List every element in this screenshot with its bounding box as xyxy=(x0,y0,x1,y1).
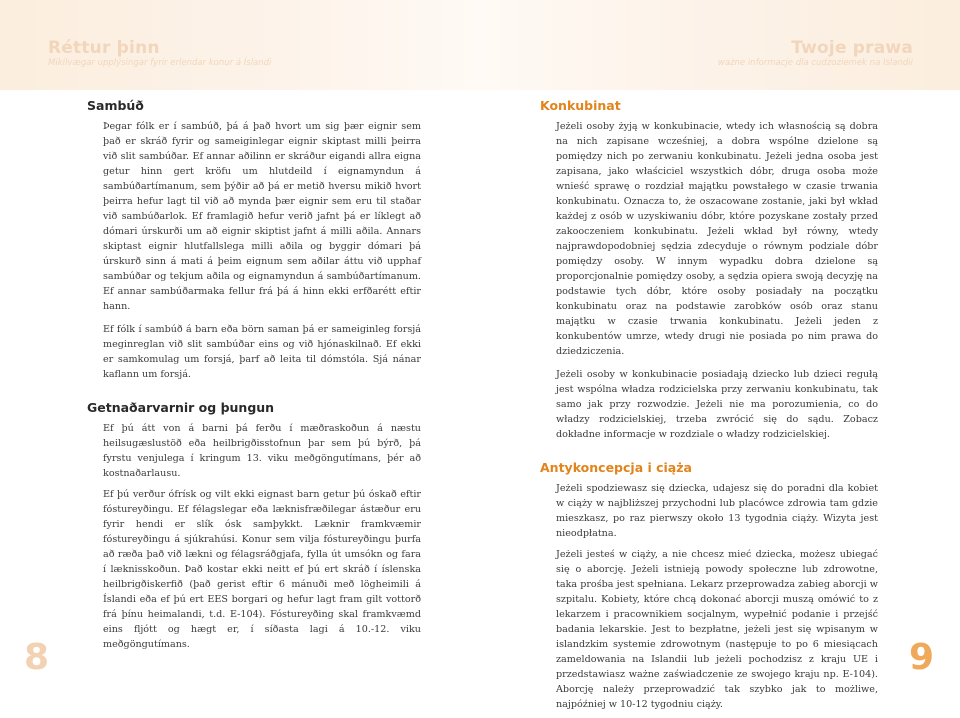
section-heading: Antykoncepcja i ciąża xyxy=(540,460,692,475)
right-header-subtitle: ważne informacje dla cudzoziemek na Islandii xyxy=(717,58,913,68)
left-header-title: Réttur þinn xyxy=(48,38,160,58)
body-paragraph: Jeżeli osoby w konkubinacie posiadają dziecko lub dzieci regułą jest wspólna władza rodzicielska przy zerwaniu konkubinatu, tak samo jak przy rozwodzie. Jeżeli nie ma porozumienia, co do władzy rodzicielskiej, trzeba zwrócić się do sądu. Zobacz dokładne informacje w rozdziale o władzy rodzicielskiej. xyxy=(556,369,878,440)
section-heading: Konkubinat xyxy=(540,98,621,113)
right-page-body xyxy=(540,98,878,718)
body-paragraph: Ef fólk í sambúð á barn eða börn saman þá er sameiginleg forsjá meginreglan við slit sambúðar eins og við hjónaskilnað. Ef ekki er samkomulag um forsjá, þarf að leita til dómstóla. Sjá nánar kaflann um forsjá. xyxy=(103,324,421,380)
body-paragraph: Jeżeli osoby żyją w konkubinacie, wtedy ich własnością są dobra na nich zapisane wcześniej, a dobra wspólne dzielone są pomiędzy nich po zerwaniu konkubinatu. Jeżeli jedna osoba jest zapisana, jako właściciel wszystkich dóbr, druga osoba może wnieść sprawę o rozdział majątku powstałego w czasie trwania konkubinatu. Oznacza to, że oszacowane zostanie, jaki był wkład każdej z osób w uzyskiwaniu dóbr, które pozyskane zostały przed zakooczeniem konkubinatu. Jeżeli wkład był równy, wtedy najprawdopodobniej sędzia zdecyduje o równym podziale dóbr pomiędzy osoby. W innym wypadku dobra dzielone są proporcjonalnie pomiędzy osoby, a sędzia opiera swoją decyzję na podstawie tych dóbr, które osoby posiadały na początku konkubinatu oraz na podstawie zarobków osób oraz stanu majątku w czasie trwania konkubinatu. Jeżeli jeden z konkubentów umrze, wtedy drugi nie posiada po nim prawa do dziedziczenia. xyxy=(556,121,878,357)
body-paragraph: Þegar fólk er í sambúð, þá á það hvort um sig þær eignir sem það er skráð fyrir og sameiginlegar eignir skiptast milli þeirra við slit sambúðar. Ef annar aðilinn er skráður eigandi allra eigna getur hinn gert kröfu um hlutdeild í eignamyndun á sambúðartímanum, sem þýðir að þá er metið hversu mikið hvort þeirra hefur lagt til við að mynda þær eignir sem eru til staðar við sambúðarlok. Ef framlagið hefur verið jafnt þá er líklegt að dómari úrskurði um að eignir skiptist jafnt á milli aðila. Annars skiptast eignir hlutfallslega milli aðila og byggir dómari þá úrskurð sinn á mati á þeim eignum sem aðilar áttu við upphaf sambúðar og tekjum aðila og eignamyndun á sambúðartímanum. Ef annar sambúðarmaka fellur frá þá á hinn ekki erfðarétt eftir hann. xyxy=(103,121,421,312)
left-header-subtitle: Mikilvægar upplýsingar fyrir erlendar konur á Íslandi xyxy=(48,58,272,68)
left-page-body xyxy=(87,98,421,658)
body-paragraph: Jeżeli jesteś w ciąży, a nie chcesz mieć dziecka, możesz ubiegać się o aborcję. Jeżeli istnieją powody społeczne lub zdrowotne, taka prośba jest spełniana. Lekarz przeprowadza zabieg aborcji w szpitalu. Kobiety, które chcą dokonać aborcji muszą omówić to z lekarzem i pracownikiem socjalnym, wypełnić podanie i przejść badania lekarskie. Jest to bezpłatne, jeżeli jest się wpisanym w islandzkim systemie zdrowotnym (następuje to po 6 miesiącach zameldowania na Islandii lub jeżeli pochodzisz z kraju UE i przedstawiasz ważne zaświadczenie ze swojego kraju np. E-104). Aborcję należy przeprowadzić tak szybko jak to możliwe, najpóźniej w 10-12 tygodniu ciąży. xyxy=(556,549,878,710)
body-paragraph: Ef þú átt von á barni þá ferðu í mæðraskoðun á næstu heilsugæslustöð eða heilbrigðisstofnun þar sem þú býrð, þá fyrstu venjulega í kringum 13. viku meðgöngutímans, þér að kostnaðarlausu. xyxy=(103,423,421,479)
right-header-title: Twoje prawa xyxy=(791,38,913,58)
body-paragraph: Jeżeli spodziewasz się dziecka, udajesz się do poradni dla kobiet w ciąży w najbliższej przychodni lub placówce zdrowia tam gdzie mieszkasz, po raz pierwszy około 13 tygodnia ciąży. Wizyta jest nieodpłatna. xyxy=(556,483,878,539)
page-number-left: 8 xyxy=(24,637,50,678)
page-number-right: 9 xyxy=(908,637,934,678)
body-paragraph: Ef þú verður ófrísk og vilt ekki eignast barn getur þú óskað eftir fóstureyðingu. Ef félagslegar eða læknisfræðilegar ástæður eru fyrir hendi er slík ósk samþykkt. Læknir framkvæmir fóstureyðingu á sjúkrahúsi. Konur sem vilja fóstureyðingu þurfa að ræða það við lækni og félagsráðgjafa, fylla út umsókn og fara í læknisskoðun. Það kostar ekki neitt ef þú ert skráð í íslenska heilbrigðiskerfið (það gerist eftir 6 mánuði með lögheimili á Íslandi eða ef þú ert EES borgari og hefur lagt fram gilt vottorð frá þínu heimalandi, t.d. E-104). Fóstureyðing skal framkvæmd eins fljótt og hægt er, í síðasta lagi á 10.-12. viku meðgöngutímans. xyxy=(103,489,421,650)
section-heading: Getnaðarvarnir og þungun xyxy=(87,400,275,415)
section-heading: Sambúð xyxy=(87,98,144,113)
